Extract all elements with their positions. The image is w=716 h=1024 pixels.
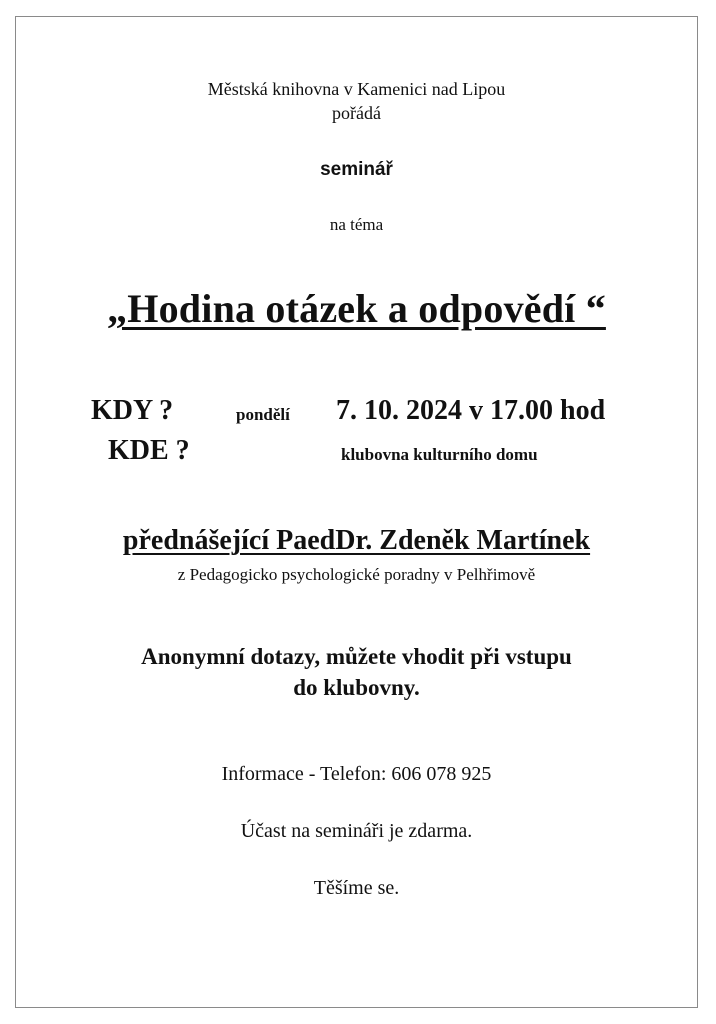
lecturer-affiliation: z Pedagogicko psychologické poradny v Pelhřimově [177, 565, 536, 584]
when-label: KDY ? [91, 395, 174, 426]
anonymous-questions-note [16, 641, 697, 703]
organizer-block [16, 77, 697, 125]
anonymous-note-line-1: Anonymní dotazy, můžete vhodit při vstupu [141, 644, 572, 669]
contact-info: Informace - Telefon: 606 078 925 [221, 763, 492, 785]
anonymous-note-line-2: do klubovny. [293, 675, 420, 700]
organizer-name: Městská knihovna v Kamenici nad Lipou [207, 79, 506, 99]
free-entry-note: Účast na semináři je zdarma. [240, 820, 473, 842]
event-venue: klubovna kulturního domu [341, 445, 538, 464]
poster-page [15, 16, 698, 1008]
greeting: Těšíme se. [313, 877, 400, 899]
event-type: seminář [320, 159, 393, 180]
organizer-verb: pořádá [332, 103, 381, 123]
where-label: KDE ? [108, 435, 190, 466]
lecturer-name: přednášející PaedDr. Zdeněk Martínek [122, 525, 591, 556]
topic-intro: na téma [329, 215, 384, 234]
seminar-title: „Hodina otázek a odpovědí “ [107, 286, 606, 331]
event-datetime: 7. 10. 2024 v 17.00 hod [336, 395, 606, 426]
event-weekday: pondělí [236, 405, 290, 424]
